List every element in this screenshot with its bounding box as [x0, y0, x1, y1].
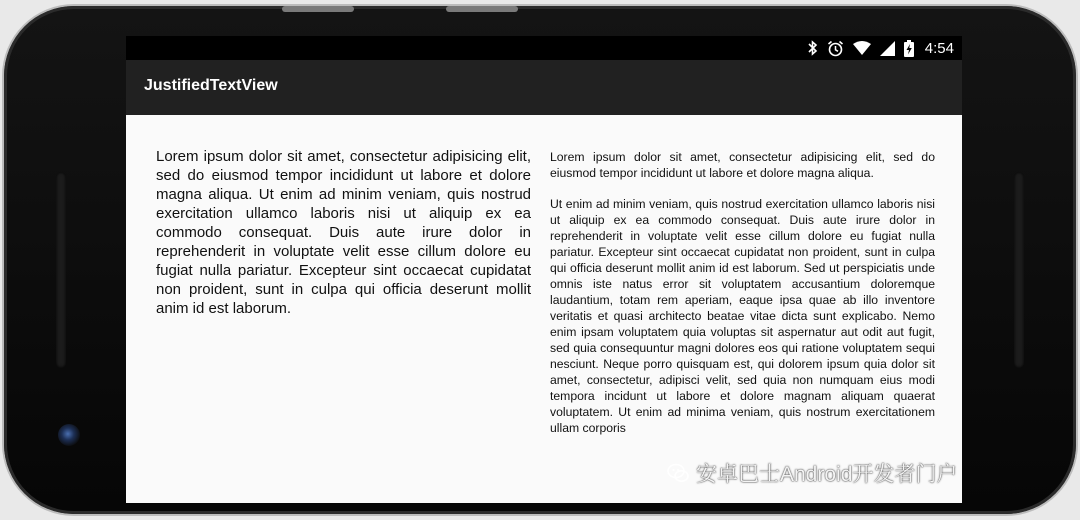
bluetooth-icon	[808, 40, 818, 56]
app-title: JustifiedTextView	[144, 77, 278, 94]
content-area	[126, 115, 962, 503]
power-button	[282, 6, 354, 12]
justified-text-large: Lorem ipsum dolor sit amet, consectetur adipisicing elit, sed do eiusmod tempor incididunt ut labore et dolore magna aliqua. Ut enim ad minim veniam, quis nostrud exercitation ullamco laboris nisi ut aliquip ex ea commodo consequat. Duis aute irure dolor in reprehenderit in voluptate velit esse cillum dolore eu fugiat nulla pariatur. Excepteur sint occaecat cupidatat non proident, sunt in culpa qui officia deserunt mollit anim id est laborum.	[156, 148, 531, 317]
paragraph-1: Lorem ipsum dolor sit amet, consectetur adipisicing elit, sed do eiusmod tempor incididunt ut labore et dolore magna aliqua.	[550, 150, 935, 180]
status-time: 4:54	[924, 39, 954, 57]
justified-text-small	[550, 149, 935, 451]
app-bar	[126, 60, 962, 115]
signal-icon	[880, 41, 895, 56]
volume-button	[446, 6, 518, 12]
wifi-icon	[853, 41, 871, 55]
status-icons	[808, 39, 954, 57]
left-speaker	[56, 172, 66, 368]
screen	[126, 36, 962, 503]
battery-charging-icon	[904, 40, 914, 57]
watermark	[666, 458, 957, 488]
wechat-icon	[666, 461, 690, 485]
right-speaker	[1014, 172, 1024, 368]
phone-frame	[4, 6, 1076, 514]
watermark-text: 安卓巴士Android开发者门户	[696, 463, 958, 486]
status-bar	[126, 36, 962, 60]
paragraph-2: Ut enim ad minim veniam, quis nostrud exercitation ullamco laboris nisi ut aliquip ex ea commodo consequat. Duis aute irure dolor in reprehenderit in voluptate velit esse cillum dolore eu fugiat nulla pariatur. Excepteur sint occaecat cupidatat non proident, sunt in culpa qui officia deserunt mollit anim id est laborum. Sed ut perspiciatis unde omnis iste natus error sit voluptatem accusantium doloremque laudantium, totam rem aperiam, eaque ipsa quae ab illo inventore veritatis et quasi architecto beatae vitae dicta sunt explicabo. Nemo enim ipsam voluptatem quia voluptas sit aspernatur aut odit aut fugit, sed quia consequuntur magni dolores eos qui ratione voluptatem sequi nesciunt. Neque porro quisquam est, qui dolorem ipsum quia dolor sit amet, consectetur, adipisci velit, sed quia non numquam eius modi tempora incidunt ut labore et dolore magnam aliquam quaerat voluptatem. Ut enim ad minima veniam, quis nostrum exercitationem ullam corporis	[550, 197, 935, 435]
camera-lens	[58, 424, 80, 446]
alarm-icon	[827, 40, 844, 57]
